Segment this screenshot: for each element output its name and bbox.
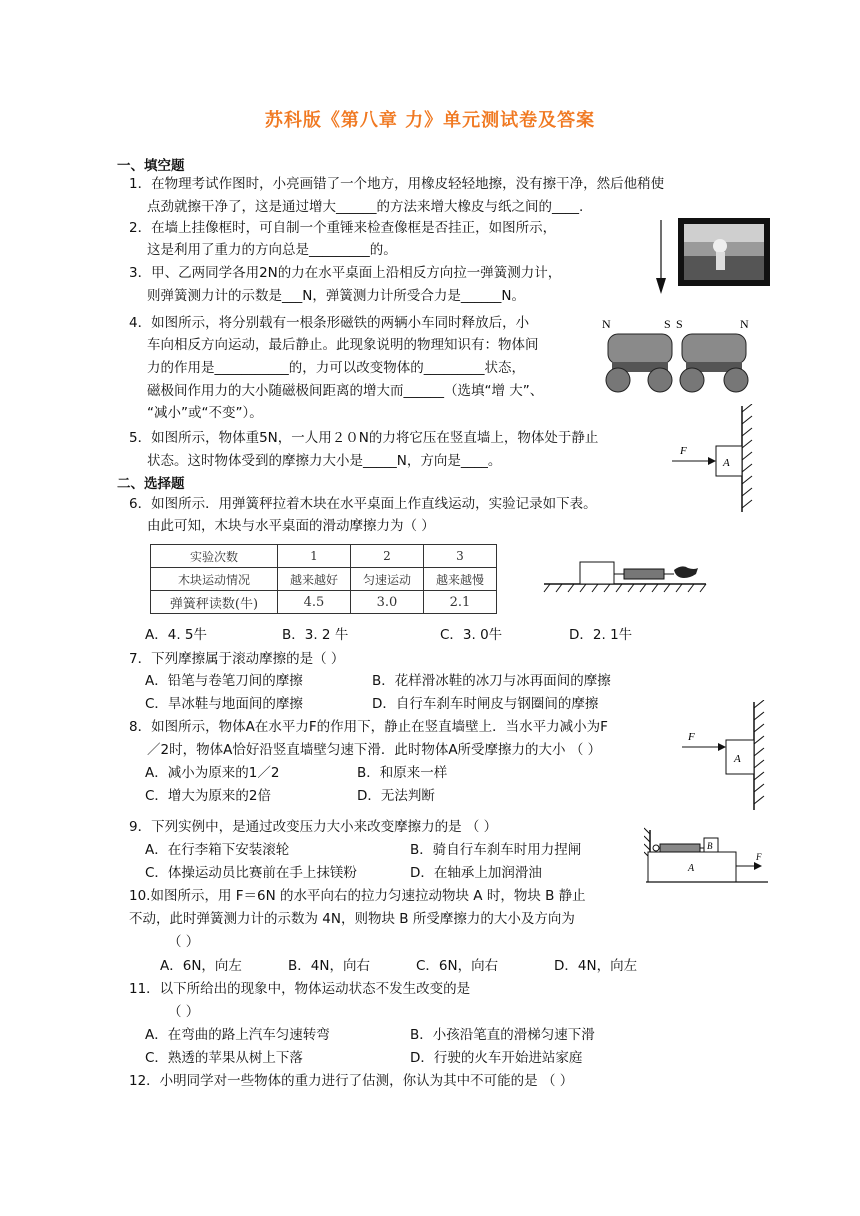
picture-frame-figure <box>650 212 778 296</box>
q8-option-b: B．和原来一样 <box>357 765 448 781</box>
q10-option-d: D．4N，向左 <box>554 958 638 974</box>
spring-scale-figure <box>540 548 710 594</box>
q6-line-2: 由此可知，木块与水平桌面的滑动摩擦力为（ ） <box>147 518 435 534</box>
force-f-label: F <box>680 445 687 457</box>
q12-stem: 12．小明同学对一些物体的重力进行了估测，你认为其中不可能的是 （ ） <box>129 1073 574 1089</box>
q6-option-c: C．3. 0牛 <box>440 627 503 643</box>
table-cell: 越来越慢 <box>424 568 497 591</box>
q10-line-3: （ ） <box>168 934 200 950</box>
magnet-pole-s-right: S <box>676 317 683 331</box>
magnet-carts-figure <box>600 314 762 398</box>
table-row <box>151 568 497 591</box>
q5-line-1: 5．如图所示，物体重5N，一人用２０N的力将它压在竖直墙上，物体处于静止 <box>129 430 599 446</box>
q7-option-b: B．花样滑冰鞋的冰刀与冰再面间的摩擦 <box>372 673 611 689</box>
q8-line-1: 8．如图所示，物体A在水平力F的作用下，静止在竖直墙壁上．当水平力减小为F <box>129 719 608 735</box>
q8-option-c: C．增大为原来的2倍 <box>145 788 272 804</box>
block-a-label: A <box>734 753 741 765</box>
table-cell: 1 <box>278 545 351 568</box>
q4-line-5: “减小”或“不变”）。 <box>147 405 263 421</box>
q10-line-2: 不动，此时弹簧测力计的示数为 4N，则物块 B 所受摩擦力的大小及方向为 <box>129 911 575 927</box>
table-cell: 2 <box>351 545 424 568</box>
q4-line-4: 磁极间作用力的大小随磁极间距离的增大而______（选填“增 大”、 <box>147 383 544 399</box>
block-a-label: A <box>723 457 730 469</box>
q9-option-a: A．在行李箱下安装滚轮 <box>145 842 290 858</box>
magnet-pole-n-right: N <box>740 317 749 331</box>
q8-line-2: ／2时，物体A恰好沿竖直墙壁匀速下滑．此时物体A所受摩擦力的大小 （ ） <box>147 742 602 758</box>
section-choice: 二、选择题 <box>117 476 185 492</box>
q6-table <box>150 544 497 614</box>
page-title: 苏科版《第八章 力》单元测试卷及答案 <box>264 110 596 131</box>
table-cell: 4.5 <box>278 591 351 614</box>
q4-line-1: 4．如图所示，将分别载有一根条形磁铁的两辆小车同时释放后，小 <box>129 315 530 331</box>
q10-option-a: A．6N，向左 <box>160 958 242 974</box>
table-cell: 3 <box>424 545 497 568</box>
q5-line-2: 状态。这时物体受到的摩擦力大小是_____N，方向是____。 <box>147 453 502 469</box>
stacked-blocks-figure <box>644 826 770 890</box>
q11-option-b: B．小孩沿笔直的滑梯匀速下滑 <box>410 1027 595 1043</box>
q4-line-3: 力的作用是___________的，力可以改变物体的_________状态， <box>147 360 525 376</box>
q11-line-1: 11．以下所给出的现象中，物体运动状态不发生改变的是 <box>129 981 471 997</box>
q11-option-d: D．行驶的火车开始进站家庭 <box>410 1050 583 1066</box>
q8-option-a: A．减小为原来的1／2 <box>145 765 280 781</box>
q9-option-d: D．在轴承上加润滑油 <box>410 865 542 881</box>
q8-option-d: D．无法判断 <box>357 788 435 804</box>
table-cell: 越来越好 <box>278 568 351 591</box>
q7-option-c: C．旱冰鞋与地面间的摩擦 <box>145 696 303 712</box>
q10-option-c: C．6N，向右 <box>416 958 499 974</box>
wall-block-figure-q5 <box>664 404 764 516</box>
q6-option-b: B．3. 2 牛 <box>282 627 349 643</box>
q2-line-1: 2．在墙上挂像框时，可自制一个重锤来检查像框是否挂正，如图所示， <box>129 220 557 236</box>
q10-line-1: 10.如图所示，用 F＝6N 的水平向右的拉力匀速拉动物块 A 时，物块 B 静止 <box>129 888 586 904</box>
q7-option-a: A．铅笔与卷笔刀间的摩擦 <box>145 673 303 689</box>
table-cell: 匀速运动 <box>351 568 424 591</box>
q9-option-c: C．体操运动员比赛前在手上抹镁粉 <box>145 865 357 881</box>
section-fill-blank: 一、填空题 <box>117 158 185 174</box>
wall-block-figure-q8 <box>680 700 772 812</box>
force-f-label: F <box>756 852 762 862</box>
q6-line-1: 6．如图所示．用弹簧秤拉着木块在水平桌面上作直线运动，实验记录如下表。 <box>129 496 597 512</box>
q3-line-1: 3．甲、乙两同学各用2N的力在水平桌面上沿相反方向拉一弹簧测力计， <box>129 265 562 281</box>
q2-line-2: 这是利用了重力的方向总是_________的。 <box>147 242 397 258</box>
q4-line-2: 车向相反方向运动，最后静止。此现象说明的物理知识有：物体间 <box>147 337 539 353</box>
block-b-label: B <box>707 841 713 851</box>
table-row <box>151 591 497 614</box>
table-cell: 弹簧秤读数(牛) <box>151 591 278 614</box>
block-a-label: A <box>688 863 695 874</box>
q1-line-1: 1．在物理考试作图时，小亮画错了一个地方，用橡皮轻轻地擦，没有擦干净，然后他稍使 <box>129 176 665 192</box>
q6-option-a: A．4. 5牛 <box>145 627 207 643</box>
q11-line-2: （ ） <box>168 1004 200 1020</box>
table-cell: 实验次数 <box>151 545 278 568</box>
q3-line-2: 则弹簧测力计的示数是___N，弹簧测力计所受合力是______N。 <box>147 288 525 304</box>
magnet-pole-n-left: N <box>602 317 611 331</box>
q9-stem: 9．下列实例中，是通过改变压力大小来改变摩擦力的是 （ ） <box>129 819 498 835</box>
table-cell: 2.1 <box>424 591 497 614</box>
table-cell: 木块运动情况 <box>151 568 278 591</box>
q11-option-a: A．在弯曲的路上汽车匀速转弯 <box>145 1027 330 1043</box>
q6-option-d: D．2. 1牛 <box>569 627 633 643</box>
q10-option-b: B．4N，向右 <box>288 958 370 974</box>
q7-stem: 7．下列摩擦属于滚动摩擦的是（ ） <box>129 651 345 667</box>
q11-option-c: C．熟透的苹果从树上下落 <box>145 1050 303 1066</box>
table-cell: 3.0 <box>351 591 424 614</box>
magnet-pole-s-left: S <box>664 317 671 331</box>
q9-option-b: B．骑自行车刹车时用力捏闸 <box>410 842 582 858</box>
q1-line-2: 点劲就擦干净了，这是通过增大______的方法来增大橡皮与纸之间的____. <box>147 199 584 215</box>
force-f-label: F <box>688 731 695 743</box>
q7-option-d: D．自行车刹车时闸皮与钢圈间的摩擦 <box>372 696 599 712</box>
table-row <box>151 545 497 568</box>
